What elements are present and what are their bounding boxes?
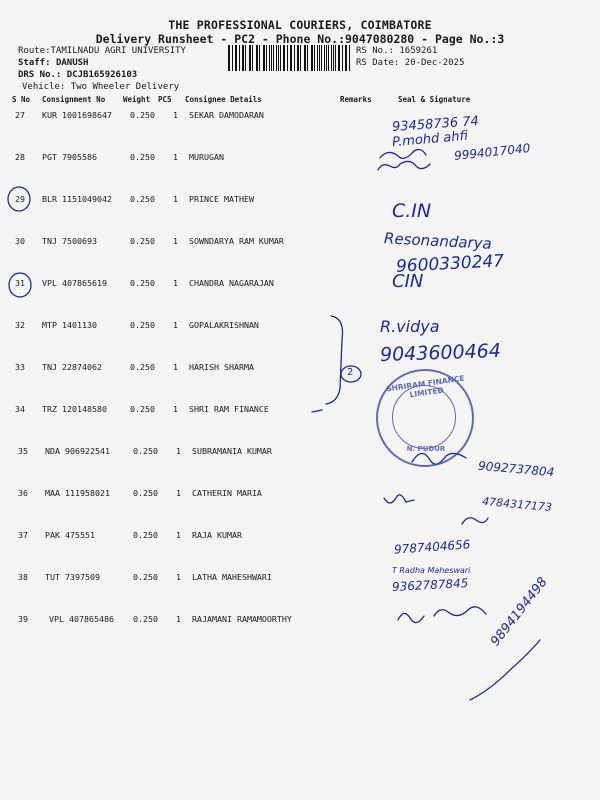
hw-name-32: R.vidya (380, 317, 440, 336)
cell-pcs: 1 (173, 152, 178, 162)
hw-mark-33: 2 (347, 367, 354, 378)
barcode-bar (328, 45, 329, 71)
hw-phone-38: 9362787845 (391, 576, 469, 594)
signature-37 (462, 518, 488, 524)
cell-pcs: 1 (173, 362, 178, 372)
cell-pcs: 1 (176, 572, 181, 582)
hw-phone-30: 9600330247 (395, 251, 505, 277)
cell-cn: TRZ 120148580 (42, 404, 107, 414)
cell-wt: 0.250 (130, 194, 155, 204)
column-header-remarks: Remarks (340, 95, 372, 104)
cell-name: LATHA MAHESHWARI (192, 572, 272, 582)
cell-name: SOWNDARYA RAM KUMAR (189, 236, 284, 246)
cell-sno: 32 (15, 320, 25, 330)
cell-sno: 37 (18, 530, 28, 540)
cell-pcs: 1 (173, 278, 178, 288)
cell-pcs: 1 (176, 530, 181, 540)
cell-sno: 33 (15, 362, 25, 372)
cell-sno: 29 (15, 194, 25, 204)
cell-sno: 31 (15, 278, 25, 288)
cell-name: PRINCE MATHEW (189, 194, 254, 204)
cell-pcs: 1 (173, 320, 178, 330)
vehicle-value: Two Wheeler Delivery (70, 82, 180, 92)
column-header-pcs: PCS (158, 95, 172, 104)
drs-line (18, 70, 137, 80)
cell-wt: 0.250 (130, 404, 155, 414)
barcode-bar (307, 45, 308, 71)
barcode (228, 45, 352, 71)
route-line (18, 46, 186, 56)
staff-label: Staff: (18, 58, 51, 68)
cell-wt: 0.250 (130, 278, 155, 288)
hw-cin-29: C.IN (392, 200, 432, 222)
hw-phone-37: 9787404656 (393, 537, 471, 557)
route-value: TAMILNADU AGRI UNIVERSITY (50, 46, 186, 56)
cell-cn: MTP 1401130 (42, 320, 97, 330)
cell-sno: 36 (18, 488, 28, 498)
cell-pcs: 1 (176, 614, 181, 624)
column-header-consignee: Consignee Details (185, 95, 262, 104)
cell-cn: VPL 407865486 (49, 614, 114, 624)
rs-no-line (356, 46, 437, 56)
cell-name: HARISH SHARMA (189, 362, 254, 372)
cell-pcs: 1 (173, 110, 178, 120)
table-row (0, 320, 600, 340)
table-row (0, 278, 600, 298)
cell-name: SUBRAMANIA KUMAR (192, 446, 272, 456)
column-header-sno: S No (12, 95, 31, 104)
vehicle-line (22, 82, 179, 92)
hw-phone-28: 9994017040 (453, 141, 531, 163)
cell-cn: PAK 475551 (45, 530, 95, 540)
hw-phone-35: 9092737804 (477, 458, 555, 480)
cell-name: RAJAMANI RAMAMOORTHY (192, 614, 292, 624)
column-header-weight: Weight (123, 95, 151, 104)
table-row (0, 572, 600, 592)
cell-pcs: 1 (176, 488, 181, 498)
cell-pcs: 1 (173, 236, 178, 246)
cell-pcs: 1 (176, 446, 181, 456)
cell-cn: PGT 7905586 (42, 152, 97, 162)
signature-39-tail (470, 640, 540, 700)
cell-name: GOPALAKRISHNAN (189, 320, 259, 330)
cell-wt: 0.250 (130, 236, 155, 246)
table-row (0, 530, 600, 550)
rs-date-value: 20-Dec-2025 (404, 58, 465, 68)
cell-cn: TUT 7397509 (45, 572, 100, 582)
route-label: Route: (18, 46, 51, 56)
drs-label: DRS No.: (18, 70, 62, 80)
cell-name: MURUGAN (189, 152, 224, 162)
hw-cin-31: CIN (392, 271, 424, 292)
barcode-bar (273, 45, 274, 71)
rs-date-line (356, 58, 464, 68)
cell-sno: 35 (18, 446, 28, 456)
cell-cn: VPL 407865619 (42, 278, 107, 288)
staff-line (18, 58, 88, 68)
drs-value: DCJB165926103 (66, 70, 138, 80)
staff-value: DANUSH (55, 58, 89, 68)
cell-cn: TNJ 7500693 (42, 236, 97, 246)
rs-no-value: 1659261 (399, 46, 438, 56)
cell-name: CATHERIN MARIA (192, 488, 262, 498)
barcode-bar (252, 45, 253, 71)
table-row (0, 110, 600, 130)
cell-wt: 0.250 (133, 572, 158, 582)
cell-sno: 39 (18, 614, 28, 624)
rs-no-label: RS No.: (356, 46, 394, 56)
column-header-seal: Seal & Signature (398, 95, 471, 104)
cell-cn: NDA 906922541 (45, 446, 110, 456)
hw-name-27: P.mohd ahfi (391, 128, 469, 151)
hw-name-30: Resonandarya (383, 229, 493, 253)
cell-cn: MAA 111958021 (45, 488, 110, 498)
hw-phone-32: 9043600464 (379, 339, 502, 367)
vehicle-label: Vehicle: (22, 82, 66, 92)
cell-cn: BLR 1151049042 (42, 194, 112, 204)
cell-wt: 0.250 (130, 320, 155, 330)
hw-name-38: T Radha Maheswari (392, 566, 471, 575)
cell-wt: 0.250 (133, 530, 158, 540)
company-seal (376, 369, 474, 467)
barcode-bar (346, 45, 347, 71)
seal-top-text: SHRIRAM FINANCE LIMITED (385, 373, 466, 400)
cell-wt: 0.250 (133, 488, 158, 498)
cell-name: SEKAR DAMODARAN (189, 110, 264, 120)
seal-bottom-text: N. PUDUR (406, 445, 446, 453)
hw-phone-27: 93458736 74 (391, 113, 480, 136)
cell-wt: 0.250 (133, 446, 158, 456)
table-row (0, 236, 600, 256)
cell-wt: 0.250 (133, 614, 158, 624)
hw-phone-36: 4784317173 (481, 494, 553, 515)
cell-wt: 0.250 (130, 152, 155, 162)
document-subtitle: Delivery Runsheet - PC2 - Phone No.:9047080280 - Page No.:3 (95, 32, 505, 46)
rs-date-label: RS Date: (356, 58, 400, 68)
cell-cn: TNJ 22874062 (42, 362, 102, 372)
document-title: THE PROFESSIONAL COURIERS, COIMBATORE (168, 18, 432, 32)
barcode-bar (290, 45, 291, 71)
cell-sno: 34 (15, 404, 25, 414)
cell-pcs: 1 (173, 404, 178, 414)
cell-sno: 30 (15, 236, 25, 246)
cell-cn: KUR 1001698647 (42, 110, 112, 120)
cell-sno: 28 (15, 152, 25, 162)
barcode-bar (236, 45, 237, 71)
cell-name: RAJA KUMAR (192, 530, 242, 540)
cell-pcs: 1 (173, 194, 178, 204)
column-header-consignment: Consignment No (42, 95, 106, 104)
table-row (0, 194, 600, 214)
cell-sno: 27 (15, 110, 25, 120)
hw-phone-39: 9894194498 (488, 574, 551, 650)
cell-sno: 38 (18, 572, 28, 582)
table-row (0, 362, 600, 382)
cell-name: SHRI RAM FINANCE (189, 404, 269, 414)
cell-wt: 0.250 (130, 110, 155, 120)
table-row (0, 404, 600, 424)
cell-wt: 0.250 (130, 362, 155, 372)
cell-name: CHANDRA NAGARAJAN (189, 278, 274, 288)
